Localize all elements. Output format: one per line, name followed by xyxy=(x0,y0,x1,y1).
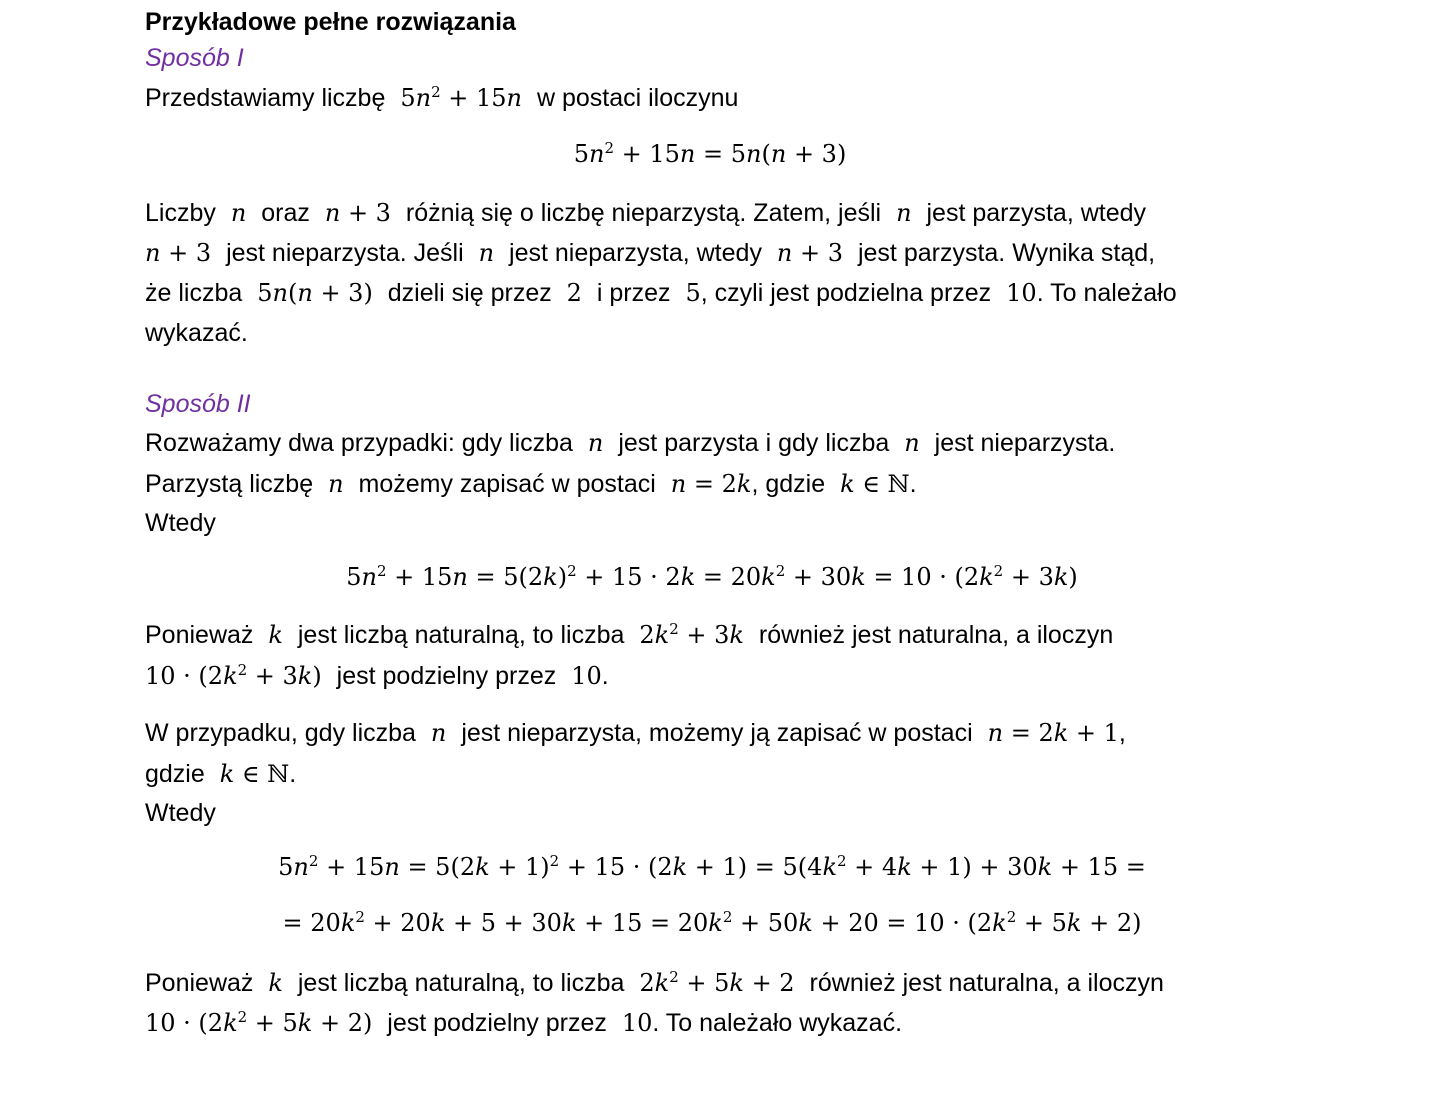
text: jest liczbą naturalną, to liczba xyxy=(297,969,625,997)
math: $5n^2 + 15n$ xyxy=(400,83,522,112)
text: Rozważamy dwa przypadki: gdy liczba xyxy=(145,429,573,457)
text: , czyli jest podzielna przez xyxy=(700,279,992,307)
math: = $20k^2 + 20k + 5 + 30k + 15 = 20k^2 + 50k + 20 = 10 \cdot (2k^2 + 5k + 2)$ xyxy=(282,908,1142,937)
text: oraz xyxy=(261,199,310,227)
math: k xyxy=(268,621,283,649)
method-1-line-3 xyxy=(145,241,1155,266)
math: k ∈ ℕ xyxy=(840,470,910,498)
math: $10 \cdot (2k^2 + 5k + 2)$ xyxy=(145,1008,373,1037)
math: $2k^2 + 3k$ xyxy=(639,620,744,649)
math: 5n(n + 3) xyxy=(257,279,373,307)
text: jest parzysta i gdy liczba xyxy=(618,429,890,457)
text: również jest naturalna, a iloczyn xyxy=(809,969,1164,997)
method-1-heading: Sposób I xyxy=(145,44,244,72)
text: jest nieparzysta, wtedy xyxy=(509,239,762,267)
text: Ponieważ xyxy=(145,969,254,997)
text: Liczby xyxy=(145,199,216,227)
method-1-line-2 xyxy=(145,201,1146,226)
math: n = 2k xyxy=(670,470,752,498)
math: n xyxy=(904,429,920,457)
method-2-line-9 xyxy=(145,1008,903,1037)
equation-2 xyxy=(0,562,1436,591)
math: 2 xyxy=(566,279,582,307)
text: i przez xyxy=(596,279,671,307)
method-2-line-1 xyxy=(145,431,1115,456)
method-1-line-5: wykazać. xyxy=(145,319,248,347)
math: n + 3 xyxy=(145,239,212,267)
method-2-line-5: $10 \cdot (2k^2 + 3k)$ jest podzielny przez 10. xyxy=(145,661,609,690)
equation-3a xyxy=(0,852,1436,881)
text: jest nieparzysta. Jeśli xyxy=(226,239,464,267)
math: k ∈ ℕ xyxy=(219,760,290,788)
text: możemy zapisać w postaci xyxy=(358,470,656,498)
math: $5n^2 + 15n = 5n(n + 3)$ xyxy=(573,139,847,168)
text: w postaci iloczynu xyxy=(536,84,739,112)
method-2-line-4 xyxy=(145,620,1114,649)
text: . To należało xyxy=(1036,279,1177,307)
text: gdzie xyxy=(145,760,205,788)
math: $10 \cdot (2k^2 + 3k)$ xyxy=(145,661,322,690)
text: Parzystą liczbę xyxy=(145,470,314,498)
method-2-line-7: gdzie k ∈ ℕ. xyxy=(145,760,297,788)
equation-1 xyxy=(0,139,1434,168)
text: jest nieparzysta. xyxy=(934,429,1116,457)
text: jest parzysta, wtedy xyxy=(926,199,1147,227)
math: 10 xyxy=(571,662,602,690)
text: jest liczbą naturalną, to liczba xyxy=(297,621,625,649)
text: dzieli się przez xyxy=(387,279,552,307)
math: k xyxy=(268,969,283,997)
method-2-line-2: Parzystą liczbę n możemy zapisać w postaci n = 2k, gdzie k ∈ ℕ. xyxy=(145,470,917,498)
text: jest nieparzysta, możemy ją zapisać w postaci xyxy=(461,719,973,747)
text: jest podzielny przez xyxy=(387,1009,607,1037)
math: n xyxy=(478,239,495,267)
text: różnią się o liczbę nieparzystą. Zatem, jeśli xyxy=(405,199,882,227)
text: jest podzielny przez xyxy=(336,662,557,690)
math: n xyxy=(430,719,447,747)
text: również jest naturalna, a iloczyn xyxy=(758,621,1114,649)
method-2-heading: Sposób II xyxy=(145,390,251,418)
text: W przypadku, gdy liczba xyxy=(145,719,416,747)
text: jest parzysta. Wynika stąd, xyxy=(857,239,1156,267)
math: n xyxy=(328,470,344,498)
math: $5n^2 + 15n = 5(2k + 1)^2 + 15 \cdot (2k + 1) = 5(4k^2 + 4k + 1) + 30k + 15$ = xyxy=(278,852,1146,881)
method-2-line-6: W przypadku, gdy liczba n jest nieparzysta, możemy ją zapisać w postaci n = 2k + 1, xyxy=(145,719,1126,747)
math: n + 3 xyxy=(324,199,391,227)
method-1-line-4 xyxy=(145,281,1177,306)
text: że liczba xyxy=(145,279,243,307)
math: 5 xyxy=(685,279,701,307)
text: , gdzie xyxy=(751,470,826,498)
math: n = 2k + 1 xyxy=(987,719,1119,747)
math: $5n^2 + 15n = 5(2k)^2 + 15 \cdot 2k = 20k^2 + 30k = 10 \cdot (2k^2 + 3k)$ xyxy=(346,562,1078,591)
math: n + 3 xyxy=(776,239,844,267)
math: n xyxy=(587,429,604,457)
method-2-wtedy-2: Wtedy xyxy=(145,799,216,827)
equation-3b xyxy=(0,908,1436,937)
math: 10 xyxy=(1006,279,1037,307)
math: n xyxy=(230,199,247,227)
math: $2k^2 + 5k + 2$ xyxy=(639,968,795,997)
method-2-wtedy-1: Wtedy xyxy=(145,509,216,537)
math: 10 xyxy=(621,1009,653,1037)
method-1-line-1 xyxy=(145,83,739,112)
method-2-line-8 xyxy=(145,968,1164,997)
math: n xyxy=(896,199,912,227)
text: . To należało wykazać. xyxy=(652,1009,903,1037)
document-title: Przykładowe pełne rozwiązania xyxy=(145,8,516,36)
text: Przedstawiamy liczbę xyxy=(145,84,386,112)
text: Ponieważ xyxy=(145,621,254,649)
